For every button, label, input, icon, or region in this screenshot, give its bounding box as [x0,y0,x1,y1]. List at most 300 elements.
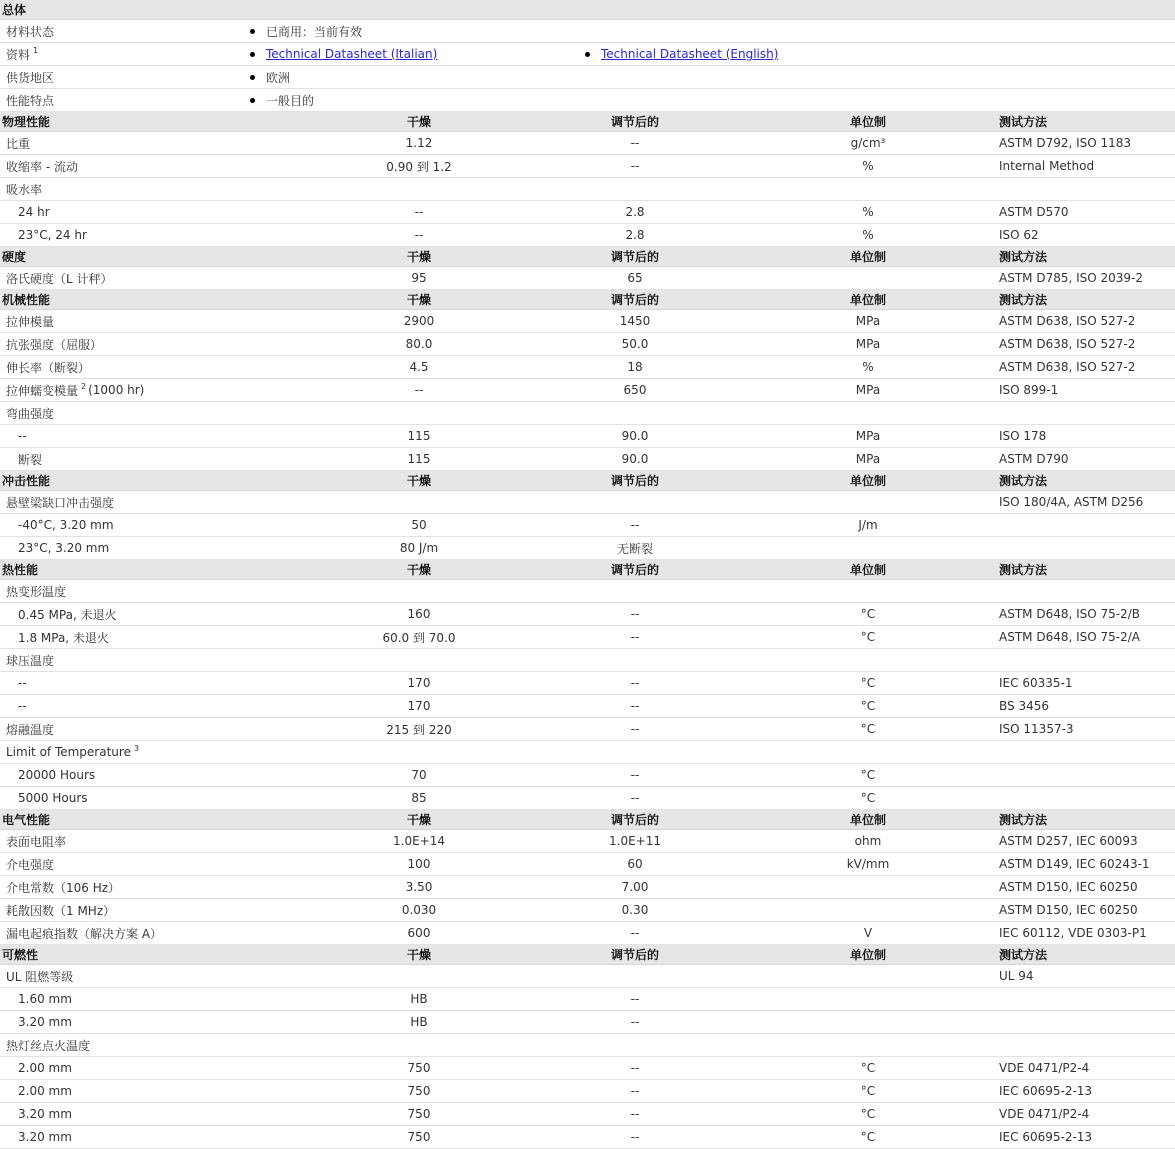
datasheet-link[interactable]: Technical Datasheet (Italian) [266,47,438,61]
value-conditioned: -- [630,518,640,532]
value-unit: MPa [855,429,881,443]
property-row [0,224,1175,247]
value-dry: HB [410,1015,428,1029]
section-header [0,290,1175,310]
column-header-test-method: 测试方法 [999,948,1048,962]
column-header-unit: 单位制 [849,813,886,827]
property-label-text: 介电强度 [6,857,55,872]
property-label [18,1080,72,1102]
value-dry: -- [414,383,424,397]
value-conditioned: -- [630,722,640,736]
property-group-row [0,491,1175,514]
value-test-method: ISO 62 [999,228,1039,242]
value-dry: 170 [407,699,431,713]
value-unit: °C [860,1130,876,1144]
property-label [18,695,27,717]
property-label [6,922,162,944]
value-unit: % [862,205,874,219]
value-unit: MPa [855,452,881,466]
column-header-dry: 干燥 [406,563,431,577]
value-dry: 95 [411,271,427,285]
section-header [0,945,1175,965]
value-unit: ohm [854,834,882,848]
footnote-marker: 1 [33,45,39,55]
property-row [0,155,1175,178]
property-row [0,1126,1175,1149]
property-label-text: 热变形温度 [6,584,67,599]
value-conditioned: -- [630,768,640,782]
section-header [0,560,1175,580]
value-dry: 1.12 [405,136,433,150]
property-group-row [0,178,1175,201]
value-conditioned: 90.0 [621,452,649,466]
property-label [6,899,115,921]
value-unit: MPa [855,314,881,328]
property-label-text: 断裂 [18,452,43,467]
property-row [0,830,1175,853]
value-unit: °C [860,676,876,690]
row-label-text: 材料状态 [6,24,55,39]
value-unit: °C [860,722,876,736]
property-label-text: 吸水率 [6,182,43,197]
section-title: 总体 [2,3,27,17]
property-label-text: 伸长率（断裂） [6,360,91,375]
value-conditioned: 65 [627,271,643,285]
value-conditioned: 50.0 [621,337,649,351]
property-label [6,1034,90,1056]
value-test-method: ASTM D638, ISO 527-2 [999,337,1136,351]
property-label-text: 23°C, 3.20 mm [18,541,110,555]
column-header-conditioned: 调节后的 [610,563,659,577]
value-conditioned: -- [630,1015,640,1029]
row-label [6,66,54,88]
property-label [6,580,66,602]
property-label [6,356,90,378]
value-test-method: ISO 180/4A, ASTM D256 [999,495,1144,509]
value-dry: 115 [407,429,431,443]
column-header-dry: 干燥 [406,948,431,962]
section-title: 冲击性能 [2,474,51,488]
property-label-text: 熔融温度 [6,722,55,737]
column-header-test-method: 测试方法 [999,474,1048,488]
property-label-text: 悬壁梁缺口冲击强度 [6,495,115,510]
value-test-method: ISO 178 [999,429,1047,443]
property-label-text: -40°C, 3.20 mm [18,518,114,532]
value-dry: HB [410,992,428,1006]
property-label [18,448,42,470]
value-test-method: ASTM D792, ISO 1183 [999,136,1132,150]
column-header-test-method: 测试方法 [999,293,1048,307]
row-label [6,89,54,111]
property-row [0,333,1175,356]
property-label [18,1126,72,1148]
value-unit: kV/mm [846,857,890,871]
column-header-dry: 干燥 [406,115,431,129]
property-group-row [0,402,1175,425]
footnote-marker: 3 [133,743,140,753]
property-label [18,764,95,786]
value-dry: 0.90 到 1.2 [386,159,452,174]
section-title: 电气性能 [2,813,51,827]
value-dry: 60.0 到 70.0 [382,630,456,645]
property-row [0,537,1175,560]
value-conditioned: -- [630,1107,640,1121]
property-group-row [0,965,1175,988]
property-label [18,988,72,1010]
value-dry: 80.0 [405,337,433,351]
value-conditioned: 7.00 [621,880,649,894]
property-group-row [0,649,1175,672]
property-label-text: -- [18,699,27,713]
column-header-unit: 单位制 [849,474,886,488]
value-unit: °C [860,607,876,621]
property-row [0,448,1175,471]
property-label-text: 3.20 mm [18,1015,72,1029]
property-label-text: 拉伸蠕变模量 [6,383,79,398]
value-unit: °C [860,699,876,713]
column-header-test-method: 测试方法 [999,813,1048,827]
column-header-conditioned: 调节后的 [610,250,659,264]
property-label-text: 20000 Hours [18,768,96,782]
bullet-text: 一般目的 [266,93,315,108]
property-label [6,402,54,424]
property-label-text: 弯曲强度 [6,406,55,421]
column-header-dry: 干燥 [406,474,431,488]
property-row [0,695,1175,718]
value-test-method: BS 3456 [999,699,1049,713]
section-title: 机械性能 [2,293,51,307]
property-label-text: 5000 Hours [18,791,88,805]
value-conditioned: -- [630,1061,640,1075]
value-unit: V [863,926,873,940]
bullet-text: 已商用：当前有效 [266,24,363,39]
general-row [0,89,1175,112]
property-row [0,1011,1175,1034]
value-test-method: ASTM D150, IEC 60250 [999,903,1138,917]
bullet-link [585,43,778,65]
value-dry: 2900 [403,314,435,328]
value-conditioned: -- [630,136,640,150]
bullet-icon [250,75,255,80]
property-row [0,853,1175,876]
value-unit: % [862,228,874,242]
value-test-method: IEC 60335-1 [999,676,1073,690]
property-row [0,922,1175,945]
property-row [0,1057,1175,1080]
value-unit: % [862,159,874,173]
property-label-text: 漏电起痕指数（解决方案 A） [6,926,163,941]
column-header-conditioned: 调节后的 [610,115,659,129]
property-row [0,310,1175,333]
general-row [0,20,1175,43]
property-row [0,899,1175,922]
column-header-unit: 单位制 [849,948,886,962]
column-header-unit: 单位制 [849,115,886,129]
value-dry: -- [414,228,424,242]
property-row [0,267,1175,290]
value-conditioned: -- [630,1130,640,1144]
column-header-test-method: 测试方法 [999,115,1048,129]
column-header-conditioned: 调节后的 [610,813,659,827]
property-row [0,356,1175,379]
value-conditioned: -- [630,159,640,173]
value-dry: 215 到 220 [386,722,452,737]
value-test-method: ASTM D638, ISO 527-2 [999,314,1136,328]
column-header-unit: 单位制 [849,250,886,264]
value-conditioned: 2.8 [625,205,645,219]
property-group-row [0,580,1175,603]
bullet-value [250,20,362,42]
property-label-text: 表面电阻率 [6,834,67,849]
bullet-value [250,66,290,88]
property-label [6,132,30,154]
property-label [18,626,109,648]
property-label [6,379,144,401]
value-unit: °C [860,1061,876,1075]
value-test-method: ISO 899-1 [999,383,1059,397]
property-row [0,132,1175,155]
value-unit: g/cm³ [850,136,886,150]
column-header-dry: 干燥 [406,293,431,307]
property-label-text: UL 阻燃等级 [6,969,74,984]
section-title: 物理性能 [2,115,51,129]
property-label [6,267,113,289]
property-label [6,178,42,200]
column-header-unit: 单位制 [849,563,886,577]
value-dry: 85 [411,791,427,805]
property-row [0,514,1175,537]
value-conditioned: -- [630,676,640,690]
property-label-text: 抗张强度（屈服） [6,337,103,352]
value-unit: °C [860,791,876,805]
value-conditioned: 无断裂 [616,541,653,556]
value-unit: °C [860,1084,876,1098]
value-test-method: UL 94 [999,969,1034,983]
value-test-method: ASTM D790 [999,452,1069,466]
value-dry: 750 [407,1061,431,1075]
value-conditioned: 18 [627,360,643,374]
general-row [0,43,1175,66]
value-test-method: ASTM D648, ISO 75-2/A [999,630,1140,644]
value-test-method: ASTM D570 [999,205,1069,219]
bullet-text: 欧洲 [266,70,291,85]
property-label [6,830,66,852]
value-unit: °C [860,768,876,782]
value-unit: MPa [855,337,881,351]
property-row [0,1080,1175,1103]
property-row [0,603,1175,626]
value-dry: 0.030 [401,903,437,917]
value-dry: 4.5 [409,360,429,374]
value-conditioned: -- [630,630,640,644]
property-label [6,333,102,355]
property-label-text: 0.45 MPa, 未退火 [18,607,117,622]
value-test-method: ISO 11357-3 [999,722,1074,736]
property-label-text: 24 hr [18,205,50,219]
column-header-dry: 干燥 [406,250,431,264]
value-conditioned: 650 [623,383,647,397]
property-row [0,425,1175,448]
property-label [18,603,117,625]
value-unit: J/m [858,518,878,532]
value-unit: °C [860,1107,876,1121]
property-label-text: Limit of Temperature [6,745,131,759]
value-conditioned: 90.0 [621,429,649,443]
value-test-method: ASTM D638, ISO 527-2 [999,360,1136,374]
property-label-text: 3.20 mm [18,1107,72,1121]
column-header-test-method: 测试方法 [999,563,1048,577]
value-dry: 80 J/m [399,541,439,555]
property-row [0,876,1175,899]
property-label-suffix: (1000 hr) [88,383,145,397]
property-label-text: 23°C, 24 hr [18,228,87,242]
property-label [18,514,114,536]
property-row [0,201,1175,224]
section-header [0,247,1175,267]
footnote-marker: 2 [81,381,87,391]
property-label [6,965,73,987]
value-dry: 750 [407,1107,431,1121]
property-label [18,1011,72,1033]
column-header-conditioned: 调节后的 [610,293,659,307]
property-label [18,1057,72,1079]
property-label-text: -- [18,676,27,690]
row-label [6,43,38,65]
column-header-dry: 干燥 [406,813,431,827]
value-conditioned: -- [630,791,640,805]
property-row [0,718,1175,741]
general-row [0,66,1175,89]
value-unit: % [862,360,874,374]
value-conditioned: 1450 [619,314,651,328]
row-label-text: 供货地区 [6,70,55,85]
property-label [18,1103,72,1125]
value-test-method: ASTM D149, IEC 60243-1 [999,857,1150,871]
value-conditioned: -- [630,1084,640,1098]
property-label-text: -- [18,429,27,443]
value-dry: 70 [411,768,427,782]
property-label-text: 热灯丝点火温度 [6,1038,91,1053]
value-test-method: VDE 0471/P2-4 [999,1061,1090,1075]
property-label [6,876,120,898]
value-test-method: ASTM D785, ISO 2039-2 [999,271,1144,285]
property-label [6,741,139,763]
property-row [0,764,1175,787]
bullet-icon [250,98,255,103]
property-row [0,787,1175,810]
value-dry: 750 [407,1130,431,1144]
value-unit: MPa [855,383,881,397]
bullet-link [250,43,437,65]
property-label-text: 1.60 mm [18,992,72,1006]
row-label [6,20,54,42]
datasheet-link[interactable]: Technical Datasheet (English) [601,47,779,61]
property-label [6,491,114,513]
value-test-method: ASTM D150, IEC 60250 [999,880,1138,894]
value-dry: 750 [407,1084,431,1098]
property-label [18,672,27,694]
property-label-text: 介电常数（106 Hz） [6,880,121,895]
value-dry: 600 [407,926,431,940]
value-conditioned: 2.8 [625,228,645,242]
value-conditioned: 60 [627,857,643,871]
property-label-text: 2.00 mm [18,1084,72,1098]
value-test-method: ASTM D257, IEC 60093 [999,834,1138,848]
property-label [6,853,54,875]
section-title: 可燃性 [2,948,39,962]
property-label-text: 收缩率 - 流动 [6,159,78,174]
column-header-test-method: 测试方法 [999,250,1048,264]
value-dry: 115 [407,452,431,466]
column-header-unit: 单位制 [849,293,886,307]
property-label-text: 耗散因数（1 MHz） [6,903,116,918]
property-label-text: 1.8 MPa, 未退火 [18,630,109,645]
bullet-icon [585,52,590,57]
property-label-text: 球压温度 [6,653,55,668]
bullet-icon [250,52,255,57]
property-label [18,425,27,447]
property-label [18,201,50,223]
value-test-method: VDE 0471/P2-4 [999,1107,1090,1121]
property-label [6,310,54,332]
value-dry: 3.50 [405,880,433,894]
column-header-conditioned: 调节后的 [610,948,659,962]
property-row [0,988,1175,1011]
property-label-text: 拉伸模量 [6,314,55,329]
property-row [0,379,1175,402]
property-row [0,672,1175,695]
property-group-row [0,1034,1175,1057]
value-dry: 160 [407,607,431,621]
column-header-conditioned: 调节后的 [610,474,659,488]
property-label [18,537,109,559]
value-dry: 50 [411,518,427,532]
value-test-method: IEC 60695-2-13 [999,1130,1093,1144]
value-test-method: Internal Method [999,159,1095,173]
value-dry: 1.0E+14 [393,834,445,848]
section-title: 硬度 [2,250,27,264]
property-label-text: 2.00 mm [18,1061,72,1075]
value-dry: 100 [407,857,431,871]
value-conditioned: -- [630,992,640,1006]
property-row [0,1103,1175,1126]
value-conditioned: -- [630,926,640,940]
value-conditioned: -- [630,607,640,621]
property-label-text: 比重 [6,136,31,151]
value-conditioned: 0.30 [621,903,649,917]
property-row [0,626,1175,649]
property-label [18,224,87,246]
row-label-text: 性能特点 [6,93,55,108]
value-unit: °C [860,630,876,644]
value-conditioned: 1.0E+11 [609,834,661,848]
property-label-text: 洛氏硬度（L 计秤） [6,271,113,286]
value-test-method: IEC 60112, VDE 0303-P1 [999,926,1147,940]
bullet-icon [250,29,255,34]
section-header [0,810,1175,830]
bullet-value [250,89,314,111]
value-conditioned: -- [630,699,640,713]
section-header-general [0,0,1175,20]
value-test-method: ASTM D648, ISO 75-2/B [999,607,1141,621]
value-dry: 170 [407,676,431,690]
property-label [6,155,78,177]
property-group-row [0,741,1175,764]
property-label [18,787,88,809]
property-label-text: 3.20 mm [18,1130,72,1144]
section-header [0,471,1175,491]
property-label [6,649,54,671]
